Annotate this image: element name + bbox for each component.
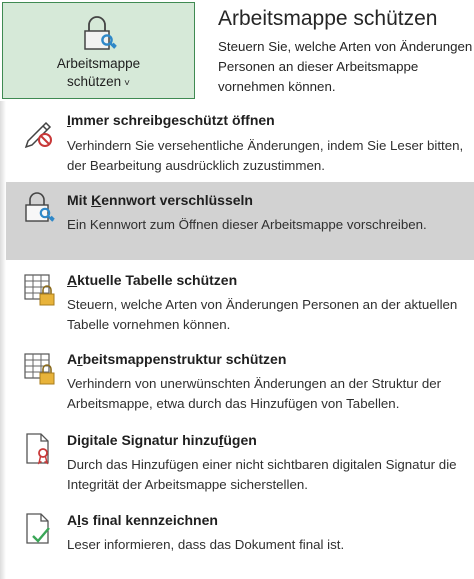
protect-workbook-button[interactable] xyxy=(2,2,195,99)
menu-item-mark-as-final[interactable] xyxy=(6,503,474,567)
lock-key-icon xyxy=(22,190,58,226)
menu-item-description: Ein Kennwort zum Öffnen dieser Arbeitsmappe vorschreiben. xyxy=(67,217,427,232)
menu-item-title: Als final kennzeichnen xyxy=(67,512,218,528)
menu-item-description: Steuern, welche Arten von Änderungen Personen an der aktuellen Tabelle vornehmen können. xyxy=(67,297,458,332)
sheet-lock-icon xyxy=(22,272,58,308)
menu-item-title: Digitale Signatur hinzufügen xyxy=(67,432,257,448)
menu-item-description: Durch das Hinzufügen einer nicht sichtbaren digitalen Signatur die Integrität der Arbeitsmappe sicherstellen. xyxy=(67,457,457,492)
menu-item-encrypt-with-password[interactable] xyxy=(6,182,474,260)
workbook-structure-lock-icon xyxy=(22,351,58,387)
menu-item-protect-workbook-structure[interactable] xyxy=(6,343,474,423)
lock-key-icon xyxy=(81,15,117,53)
menu-item-always-open-read-only[interactable] xyxy=(6,104,474,182)
page-title: Arbeitsmappe schützen xyxy=(218,7,438,30)
menu-item-protect-current-sheet[interactable] xyxy=(6,264,474,342)
chevron-down-icon: ˅ xyxy=(124,78,130,89)
menu-item-description: Verhindern von unerwünschten Änderungen an der Struktur der Arbeitsmappe, etwa durch das Hinzufügen von Tabellen. xyxy=(67,376,442,411)
menu-item-title: Mit Kennwort verschlüsseln xyxy=(67,192,253,208)
menu-item-description: Verhindern Sie versehentliche Änderungen, indem Sie Leser bitten, der Bearbeitung ausdrücklich zuzustimmen. xyxy=(67,138,464,173)
document-checkmark-icon xyxy=(22,511,58,547)
document-ribbon-icon xyxy=(22,431,58,467)
menu-item-title: Immer schreibgeschützt öffnen xyxy=(67,112,275,128)
menu-item-add-digital-signature[interactable] xyxy=(6,423,474,503)
header-description: Steuern Sie, welche Arten von Änderungen Personen an dieser Arbeitsmappe vornehmen können. xyxy=(218,39,473,94)
menu-item-title: Arbeitsmappenstruktur schützen xyxy=(67,351,287,367)
pencil-no-edit-icon xyxy=(22,114,58,150)
protect-workbook-header xyxy=(0,0,474,101)
protect-workbook-label: Arbeitsmappe schützen ˅ xyxy=(57,55,140,93)
menu-item-title: Aktuelle Tabelle schützen xyxy=(67,272,238,288)
menu-item-description: Leser informieren, dass das Dokument final ist. xyxy=(67,537,345,552)
